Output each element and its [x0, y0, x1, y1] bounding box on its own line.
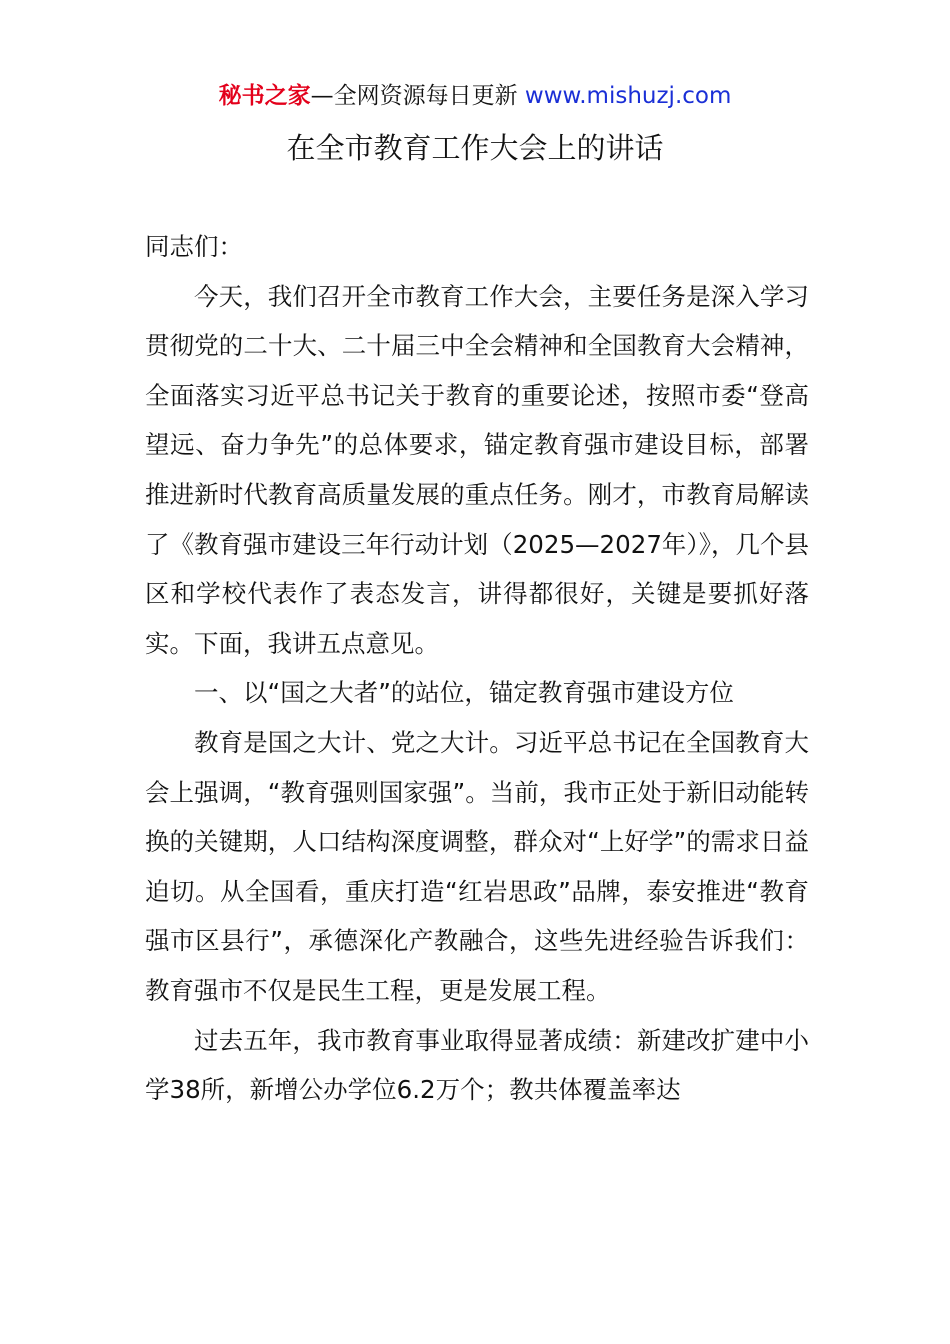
site-header	[0, 80, 950, 112]
site-url-link[interactable]: www.mishuzj.com	[524, 83, 732, 109]
salutation: 同志们：	[145, 232, 243, 261]
document-body	[145, 222, 809, 1115]
paragraph: 过去五年，我市教育事业取得显著成绩：新建改扩建中小学38所，新增公办学位6.2万个；教共体覆盖率达	[145, 1025, 809, 1105]
section-heading: 一、以“国之大者”的站位，锚定教育强市建设方位	[194, 678, 734, 708]
document-title: 在全市教育工作大会上的讲话	[286, 131, 664, 165]
paragraph: 今天，我们召开全市教育工作大会，主要任务是深入学习贯彻党的二十大、二十届三中全会精神和全国教育大会精神，全面落实习近平总书记关于教育的重要论述，按照市委“登高望远、奋力争先”的总体要求，锚定教育强市建设目标，部署推进新时代教育高质量发展的重点任务。刚才，市教育局解读了《教育强市建设三年行动计划（2025—2027年）》，几个县区和学校代表作了表态发言，讲得都很好，关键是要抓好落实。下面，我讲五点意见。	[145, 281, 809, 658]
brand-name: 秘书之家	[218, 83, 311, 109]
paragraph: 教育是国之大计、党之大计。习近平总书记在全国教育大会上强调，“教育强则国家强”。当前，我市正处于新旧动能转换的关键期，人口结构深度调整，群众对“上好学”的需求日益迫切。从全国看，重庆打造“红岩思政”品牌，泰安推进“教育强市区县行”，承德深化产教融合，这些先进经验告诉我们：教育强市不仅是民生工程，更是发展工程。	[145, 727, 809, 1005]
header-tagline: —全网资源每日更新	[310, 83, 525, 109]
